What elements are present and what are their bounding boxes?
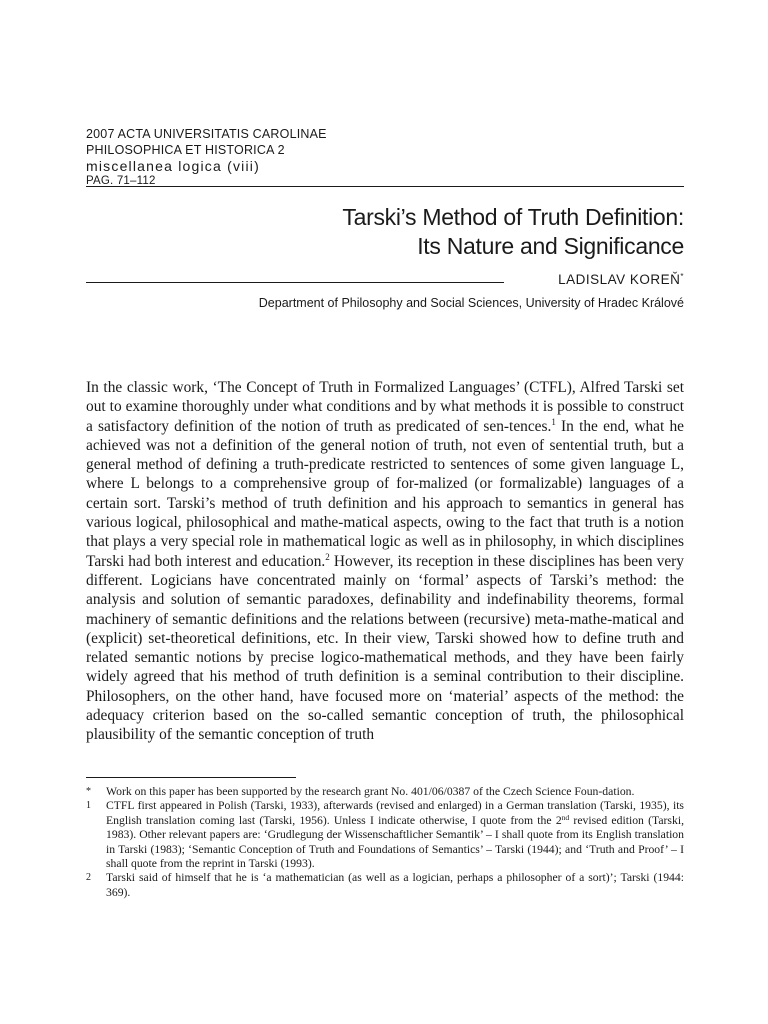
journal-header (86, 127, 327, 190)
journal-title-line: 2007 ACTA UNIVERSITATIS CAROLINAE (86, 127, 327, 141)
footnote-text: revised edition (Tarski, 1983). Other relevant papers are: ‘Grudlegung der Wissenschaftlicher Semantik’ – I shall quote from its English translation in Tarski (1983); ‘Semantic Conception of Truth and Foundations of Semantics’ – Tarski (1944); and ‘Truth and Proof’ – I shall quote from the reprint in Tarski (1993). (106, 813, 684, 871)
footnote-ref-1[interactable]: 1 (551, 416, 556, 427)
footnote-text: Work on this paper has been supported by the research grant No. 401/06/0387 of the Czech Science Foun-dation. (106, 785, 635, 798)
footnote-ref-2[interactable]: 2 (325, 551, 330, 562)
footnote-1 (86, 799, 684, 871)
footnote-star (86, 785, 684, 799)
footnotes (86, 785, 684, 900)
body-text-segment: However, its reception in these disciplines has been very different. Logicians have concentrated mainly on ‘formal’ aspects of Tarski’s method: the analysis and solution of semantic paradoxes, definability and indefinability theorems, formal machinery of semantic definitions and the relations between (recursive) meta-mathe-matical and (explicit) set-theoretical definitions, etc. In their view, Tarski showed how to define truth and related semantic notions by precise logico-mathematical methods, and they have been fairly widely agreed that his method of truth definition is a seminal contribution to their discipline. Philosophers, on the other hand, have focused more on ‘material’ aspects of the method: the adequacy criterion based on the so-called semantic conception of truth, the philosophical plausibility of the semantic conception of truth (86, 552, 685, 744)
footnote-mark: 1 (86, 800, 91, 812)
footnote-mark: 2 (86, 872, 91, 884)
page-range: PAG. 71–112 (86, 175, 156, 187)
body-text-segment: In the end, what he achieved was not a definition of the general notion of truth, not even of sentential truth, but a general method of defining a truth-predicate restricted to sentences of some given language L, where L belongs to a comprehensive group of for-malized (or formalizable) languages of a certain sort. Tarski’s method of truth definition and his approach to semantics in general has various logical, philosophical and mathe-matical aspects, owing to the fact that truth is a notion that plays a very special role in mathematical logic as well as in philosophy, in which disciplines Tarski had both interest and education. (86, 417, 684, 570)
body-paragraph (86, 378, 684, 745)
footnote-2 (86, 871, 684, 900)
article-title-line-1: Tarski’s Method of Truth Definition: (342, 204, 684, 230)
journal-section-line: PHILOSOPHICA ET HISTORICA 2 (86, 142, 285, 157)
footnote-rule (86, 777, 296, 778)
article-title (342, 203, 684, 261)
header-rule (86, 186, 684, 187)
ordinal-suffix: nd (561, 812, 570, 822)
body-text-segment: In the classic work, ‘The Concept of Truth in Formalized Languages’ (CTFL), Alfred Tarski set out to examine thoroughly under what conditions and by what methods it is possible to construct a satisfactory definition of the notion of truth as predicated of sen-tences. (86, 379, 684, 435)
footnote-mark: * (86, 786, 91, 797)
author-name (558, 272, 684, 287)
journal-series: miscellanea logica (viii) (86, 158, 260, 174)
body-text (86, 378, 684, 745)
footnote-text: Tarski said of himself that he is ‘a mathematician (as well as a logician, perhaps a philosopher of a sort)’; Tarski (1944: 369). (106, 871, 684, 899)
author-name-text: LADISLAV KOREŇ (558, 272, 681, 287)
author-affiliation: Department of Philosophy and Social Sciences, University of Hradec Králové (258, 296, 684, 310)
author-footnote-mark[interactable]: * (680, 272, 684, 281)
author-rule (86, 282, 504, 283)
article-title-line-2: Its Nature and Significance (417, 233, 684, 259)
footnote-text: CTFL first appeared in Polish (Tarski, 1933), afterwards (revised and enlarged) in a German translation (Tarski, 1935), its English translation coming last (Tarski, 1956). Unless I indicate otherwise, I quote from the 2 (106, 799, 684, 827)
